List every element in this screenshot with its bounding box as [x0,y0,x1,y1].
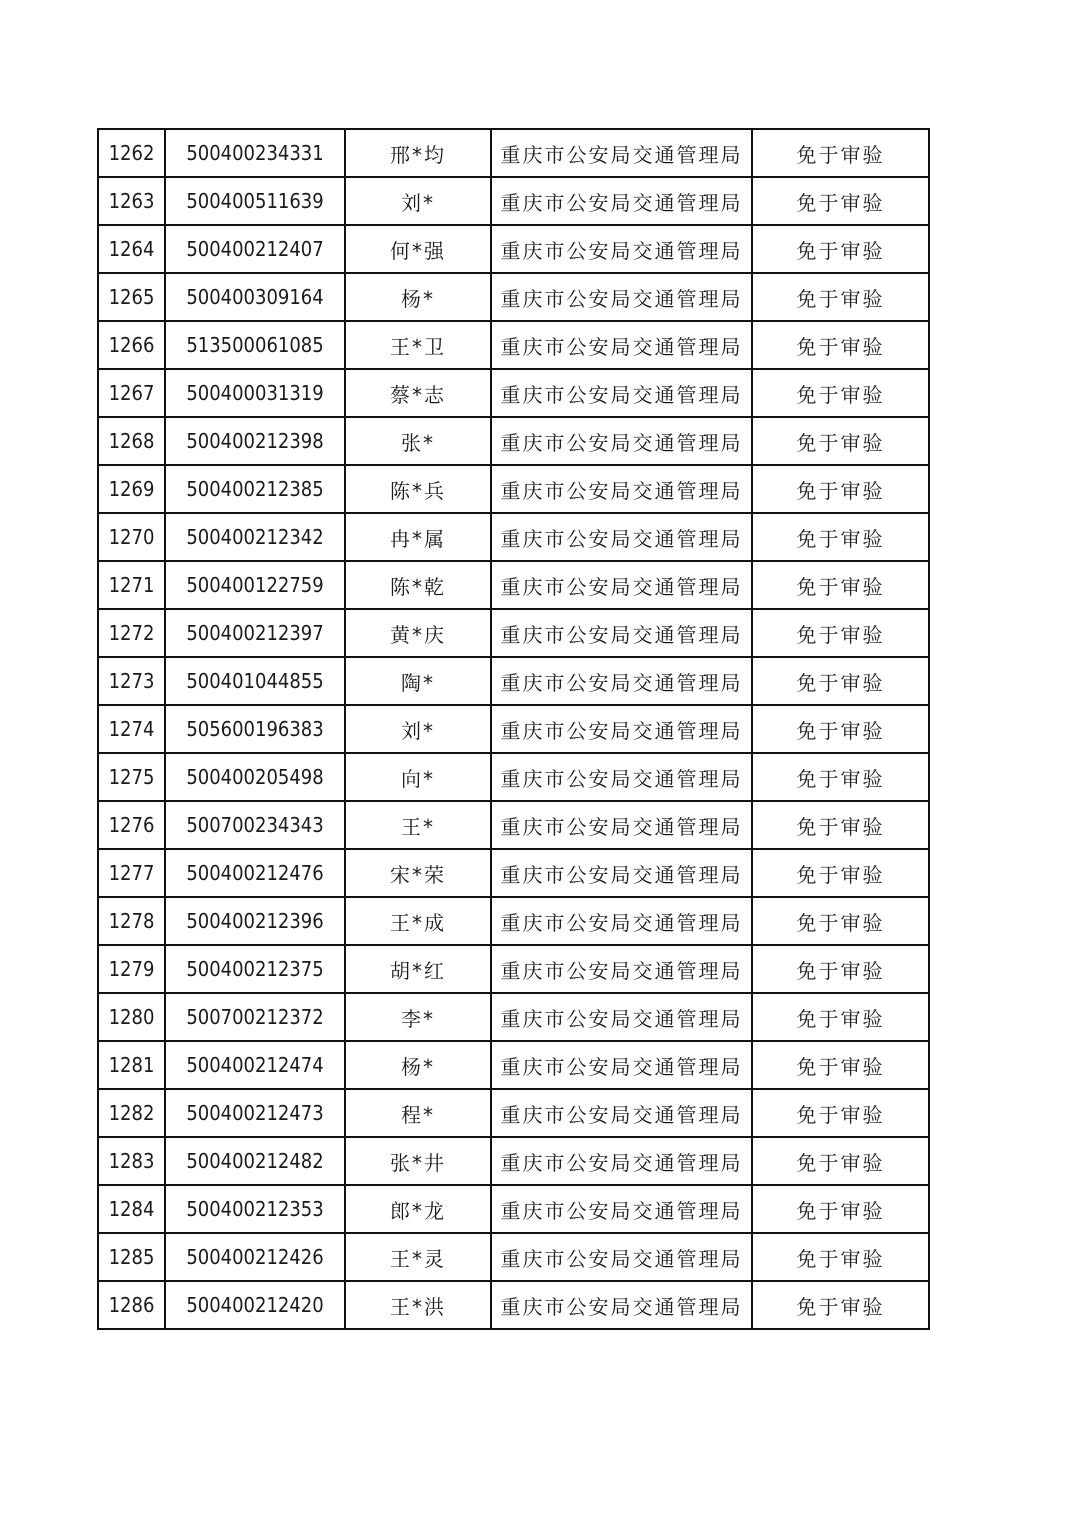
row-index-cell: 1276 [98,801,165,849]
row-index-cell: 1263 [98,177,165,225]
row-index-cell: 1277 [98,849,165,897]
review-status-cell: 免于审验 [752,465,929,513]
license-number-cell: 500400212407 [165,225,345,273]
row-index-cell: 1280 [98,993,165,1041]
license-number-cell: 500401044855 [165,657,345,705]
records-table [97,128,930,1330]
table-row [98,561,929,609]
table-row [98,1137,929,1185]
license-number-cell: 500400205498 [165,753,345,801]
person-name-cell: 冉*属 [345,513,491,561]
review-status-cell: 免于审验 [752,609,929,657]
row-index-cell: 1273 [98,657,165,705]
issuing-authority-cell: 重庆市公安局交通管理局 [491,1137,752,1185]
person-name-cell: 杨* [345,1041,491,1089]
table-row [98,849,929,897]
person-name-cell: 刘* [345,177,491,225]
review-status-cell: 免于审验 [752,1185,929,1233]
row-index-cell: 1279 [98,945,165,993]
license-number-cell: 500400234331 [165,129,345,177]
issuing-authority-cell: 重庆市公安局交通管理局 [491,705,752,753]
license-number-cell: 500700234343 [165,801,345,849]
license-number-cell: 513500061085 [165,321,345,369]
person-name-cell: 王*灵 [345,1233,491,1281]
person-name-cell: 郎*龙 [345,1185,491,1233]
issuing-authority-cell: 重庆市公安局交通管理局 [491,1281,752,1329]
table-row [98,417,929,465]
person-name-cell: 王*成 [345,897,491,945]
person-name-cell: 李* [345,993,491,1041]
person-name-cell: 王* [345,801,491,849]
person-name-cell: 陈*乾 [345,561,491,609]
license-number-cell: 500400511639 [165,177,345,225]
license-number-cell: 500400212375 [165,945,345,993]
row-index-cell: 1271 [98,561,165,609]
license-number-cell: 500400212398 [165,417,345,465]
review-status-cell: 免于审验 [752,1233,929,1281]
issuing-authority-cell: 重庆市公安局交通管理局 [491,369,752,417]
row-index-cell: 1275 [98,753,165,801]
review-status-cell: 免于审验 [752,225,929,273]
row-index-cell: 1285 [98,1233,165,1281]
row-index-cell: 1262 [98,129,165,177]
review-status-cell: 免于审验 [752,513,929,561]
row-index-cell: 1267 [98,369,165,417]
review-status-cell: 免于审验 [752,417,929,465]
review-status-cell: 免于审验 [752,273,929,321]
review-status-cell: 免于审验 [752,1041,929,1089]
review-status-cell: 免于审验 [752,129,929,177]
issuing-authority-cell: 重庆市公安局交通管理局 [491,657,752,705]
license-number-cell: 500700212372 [165,993,345,1041]
person-name-cell: 刘* [345,705,491,753]
license-number-cell: 500400122759 [165,561,345,609]
row-index-cell: 1278 [98,897,165,945]
table-row [98,1233,929,1281]
person-name-cell: 蔡*志 [345,369,491,417]
table-row [98,753,929,801]
issuing-authority-cell: 重庆市公安局交通管理局 [491,465,752,513]
review-status-cell: 免于审验 [752,897,929,945]
issuing-authority-cell: 重庆市公安局交通管理局 [491,1041,752,1089]
license-number-cell: 500400212474 [165,1041,345,1089]
row-index-cell: 1282 [98,1089,165,1137]
review-status-cell: 免于审验 [752,801,929,849]
row-index-cell: 1281 [98,1041,165,1089]
table-row [98,1089,929,1137]
issuing-authority-cell: 重庆市公安局交通管理局 [491,273,752,321]
review-status-cell: 免于审验 [752,657,929,705]
license-number-cell: 500400212426 [165,1233,345,1281]
row-index-cell: 1272 [98,609,165,657]
review-status-cell: 免于审验 [752,945,929,993]
person-name-cell: 宋*荣 [345,849,491,897]
issuing-authority-cell: 重庆市公安局交通管理局 [491,1089,752,1137]
issuing-authority-cell: 重庆市公安局交通管理局 [491,993,752,1041]
issuing-authority-cell: 重庆市公安局交通管理局 [491,1185,752,1233]
review-status-cell: 免于审验 [752,849,929,897]
issuing-authority-cell: 重庆市公安局交通管理局 [491,1233,752,1281]
review-status-cell: 免于审验 [752,753,929,801]
review-status-cell: 免于审验 [752,321,929,369]
table-row [98,465,929,513]
person-name-cell: 程* [345,1089,491,1137]
person-name-cell: 陶* [345,657,491,705]
row-index-cell: 1283 [98,1137,165,1185]
records-table-body [98,129,929,1329]
table-row [98,801,929,849]
issuing-authority-cell: 重庆市公安局交通管理局 [491,801,752,849]
row-index-cell: 1266 [98,321,165,369]
review-status-cell: 免于审验 [752,177,929,225]
table-row [98,993,929,1041]
issuing-authority-cell: 重庆市公安局交通管理局 [491,225,752,273]
row-index-cell: 1265 [98,273,165,321]
person-name-cell: 向* [345,753,491,801]
review-status-cell: 免于审验 [752,1089,929,1137]
table-row [98,225,929,273]
issuing-authority-cell: 重庆市公安局交通管理局 [491,513,752,561]
review-status-cell: 免于审验 [752,993,929,1041]
license-number-cell: 500400212420 [165,1281,345,1329]
license-number-cell: 500400309164 [165,273,345,321]
person-name-cell: 邢*均 [345,129,491,177]
person-name-cell: 胡*红 [345,945,491,993]
row-index-cell: 1286 [98,1281,165,1329]
row-index-cell: 1284 [98,1185,165,1233]
table-row [98,1185,929,1233]
table-row [98,657,929,705]
row-index-cell: 1264 [98,225,165,273]
person-name-cell: 陈*兵 [345,465,491,513]
issuing-authority-cell: 重庆市公安局交通管理局 [491,129,752,177]
issuing-authority-cell: 重庆市公安局交通管理局 [491,177,752,225]
table-row [98,1041,929,1089]
person-name-cell: 张* [345,417,491,465]
table-row [98,1281,929,1329]
license-number-cell: 500400212385 [165,465,345,513]
license-number-cell: 500400212476 [165,849,345,897]
person-name-cell: 王*卫 [345,321,491,369]
table-row [98,513,929,561]
license-number-cell: 500400031319 [165,369,345,417]
issuing-authority-cell: 重庆市公安局交通管理局 [491,561,752,609]
row-index-cell: 1268 [98,417,165,465]
issuing-authority-cell: 重庆市公安局交通管理局 [491,609,752,657]
table-row [98,273,929,321]
table-row [98,177,929,225]
license-number-cell: 500400212482 [165,1137,345,1185]
person-name-cell: 张*井 [345,1137,491,1185]
review-status-cell: 免于审验 [752,705,929,753]
person-name-cell: 王*洪 [345,1281,491,1329]
table-row [98,129,929,177]
row-index-cell: 1269 [98,465,165,513]
review-status-cell: 免于审验 [752,1137,929,1185]
table-row [98,369,929,417]
license-number-cell: 505600196383 [165,705,345,753]
license-number-cell: 500400212396 [165,897,345,945]
issuing-authority-cell: 重庆市公安局交通管理局 [491,753,752,801]
review-status-cell: 免于审验 [752,369,929,417]
issuing-authority-cell: 重庆市公安局交通管理局 [491,417,752,465]
license-number-cell: 500400212397 [165,609,345,657]
issuing-authority-cell: 重庆市公安局交通管理局 [491,945,752,993]
person-name-cell: 黄*庆 [345,609,491,657]
issuing-authority-cell: 重庆市公安局交通管理局 [491,849,752,897]
row-index-cell: 1274 [98,705,165,753]
license-number-cell: 500400212473 [165,1089,345,1137]
issuing-authority-cell: 重庆市公安局交通管理局 [491,897,752,945]
issuing-authority-cell: 重庆市公安局交通管理局 [491,321,752,369]
review-status-cell: 免于审验 [752,1281,929,1329]
table-row [98,897,929,945]
table-row [98,321,929,369]
license-number-cell: 500400212353 [165,1185,345,1233]
person-name-cell: 杨* [345,273,491,321]
person-name-cell: 何*强 [345,225,491,273]
review-status-cell: 免于审验 [752,561,929,609]
row-index-cell: 1270 [98,513,165,561]
table-row [98,609,929,657]
table-row [98,945,929,993]
license-number-cell: 500400212342 [165,513,345,561]
table-row [98,705,929,753]
